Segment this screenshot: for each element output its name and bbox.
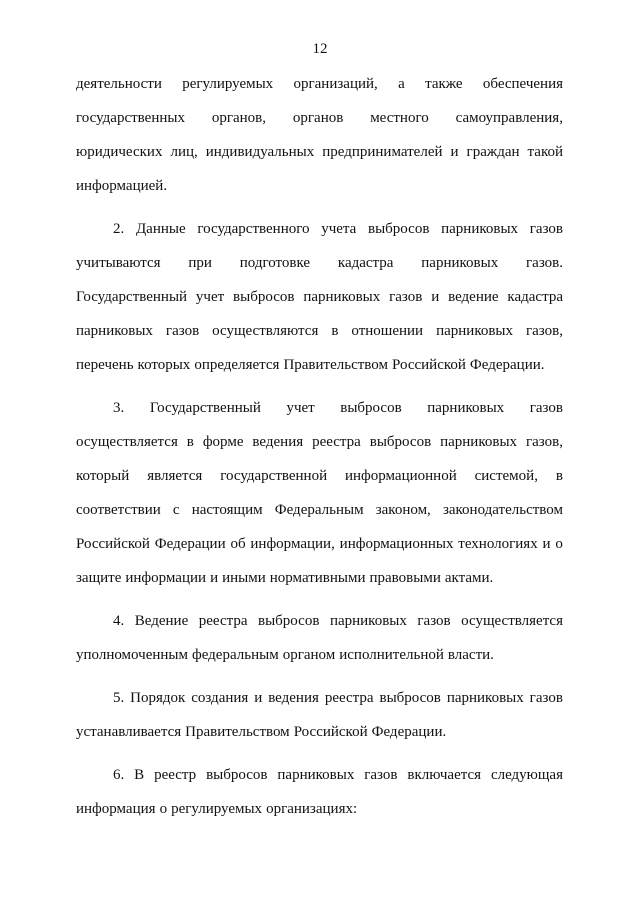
word: Российской <box>391 357 466 373</box>
word: реестра <box>312 434 361 450</box>
word: 4. <box>113 613 125 629</box>
word: при <box>188 255 212 271</box>
word: газов <box>389 289 423 305</box>
word: и <box>542 536 551 552</box>
word: газов. <box>526 255 563 271</box>
word: законом, <box>375 502 431 518</box>
paragraph <box>76 74 563 210</box>
word: нормативными <box>269 570 366 586</box>
word: в <box>555 468 563 484</box>
word: парниковых <box>421 255 499 271</box>
paragraph-line <box>76 722 563 756</box>
word: учет <box>195 289 225 305</box>
word: 6. <box>113 767 125 783</box>
word: реестра <box>198 613 248 629</box>
word: самоуправления, <box>455 110 563 126</box>
word: информационных <box>339 536 454 552</box>
paragraph <box>76 765 563 833</box>
word: газов <box>529 400 563 416</box>
word: парниковых <box>277 767 355 783</box>
word: органов <box>292 110 344 126</box>
word: предпринимателей <box>322 144 443 160</box>
word: об <box>230 536 246 552</box>
word: организациях: <box>266 801 358 817</box>
paragraph-line <box>76 534 563 568</box>
word: законодательством <box>442 502 563 518</box>
word: органов, <box>211 110 267 126</box>
word: реестр <box>154 767 197 783</box>
word: Федерации. <box>469 357 545 373</box>
paragraph <box>76 398 563 602</box>
document-body <box>76 74 563 833</box>
word: парниковых <box>427 400 505 416</box>
word: в <box>186 434 194 450</box>
word: информацией. <box>76 178 168 194</box>
word: соответствии <box>76 502 161 518</box>
word: учета <box>321 221 357 237</box>
word: иными <box>222 570 266 586</box>
word: и <box>431 289 440 305</box>
word: В <box>134 767 145 783</box>
word: перечень <box>76 357 134 373</box>
word: информации <box>125 570 207 586</box>
word: Государственный <box>76 289 188 305</box>
word: Российской <box>76 536 150 552</box>
word: организаций, <box>293 76 378 92</box>
word: газов, <box>525 434 563 450</box>
word: государственной <box>220 468 328 484</box>
paragraph <box>76 611 563 679</box>
word: Правительством <box>283 357 388 373</box>
word: настоящим <box>191 502 263 518</box>
word: защите <box>76 570 122 586</box>
paragraph-line <box>76 466 563 500</box>
word: парниковых <box>440 434 518 450</box>
paragraph-line <box>76 142 563 176</box>
word: Государственный <box>149 400 261 416</box>
word: 3. <box>113 400 125 416</box>
word: актами. <box>444 570 494 586</box>
word: создания <box>191 690 249 706</box>
word: правовыми <box>369 570 441 586</box>
word: газов <box>364 767 398 783</box>
word: газов <box>165 323 200 339</box>
word: 2. <box>113 221 125 237</box>
word: газов <box>529 690 563 706</box>
paragraph-line <box>76 355 563 389</box>
word: информации, <box>250 536 335 552</box>
word: уполномоченным <box>76 647 188 663</box>
word: выбросов <box>379 690 441 706</box>
word: включается <box>407 767 482 783</box>
word: и <box>450 144 459 160</box>
word: устанавливается <box>76 724 182 740</box>
paragraph-line <box>76 108 563 142</box>
paragraph-line <box>76 611 563 645</box>
word: осуществляются <box>212 323 319 339</box>
paragraph-line <box>76 219 563 253</box>
paragraph-line <box>76 799 563 833</box>
word: технологиях <box>458 536 538 552</box>
paragraph-line <box>76 398 563 432</box>
word: в <box>331 323 339 339</box>
paragraph-line <box>76 500 563 534</box>
word: выбросов <box>206 767 268 783</box>
word: информационной <box>345 468 457 484</box>
word: Российской <box>293 724 368 740</box>
word: местного <box>370 110 429 126</box>
word: ведения <box>252 434 304 450</box>
word: учитываются <box>76 255 161 271</box>
word: с <box>172 502 180 518</box>
word: о <box>555 536 563 552</box>
word: ведения <box>268 690 319 706</box>
paragraph-line <box>76 321 563 355</box>
word: выбросов <box>369 434 432 450</box>
word: а <box>398 76 405 92</box>
word: Федерации. <box>371 724 447 740</box>
paragraph <box>76 688 563 756</box>
word: индивидуальных <box>205 144 315 160</box>
word: такой <box>527 144 563 160</box>
word: также <box>425 76 463 92</box>
word: и <box>210 570 219 586</box>
word: выбросов <box>233 289 295 305</box>
word: 5. <box>113 690 125 706</box>
paragraph-line <box>76 176 563 210</box>
word: государственных <box>76 110 185 126</box>
word: является <box>147 468 203 484</box>
paragraph-line <box>76 568 563 602</box>
word: определяется <box>194 357 280 373</box>
word: Правительством <box>185 724 290 740</box>
word: информация <box>76 801 156 817</box>
word: Порядок <box>130 690 186 706</box>
word: форме <box>202 434 244 450</box>
paragraph-line <box>76 688 563 722</box>
word: парниковых <box>329 613 407 629</box>
word: парниковых <box>446 690 524 706</box>
word: газов <box>417 613 451 629</box>
word: который <box>76 468 130 484</box>
word: которых <box>137 357 191 373</box>
word: и <box>254 690 263 706</box>
word: ведение <box>448 289 499 305</box>
word: граждан <box>466 144 520 160</box>
word: газов <box>529 221 563 237</box>
word: регулируемых <box>182 76 274 92</box>
page-number: 12 <box>312 41 328 57</box>
word: подготовке <box>239 255 311 271</box>
word: регулируемых <box>171 801 263 817</box>
word: Ведение <box>134 613 189 629</box>
word: реестра <box>324 690 374 706</box>
word: государственного <box>197 221 310 237</box>
word: парниковых <box>441 221 519 237</box>
word: осуществляется <box>76 434 178 450</box>
word: Федеральным <box>274 502 364 518</box>
word: выбросов <box>258 613 320 629</box>
word: осуществляется <box>461 613 563 629</box>
paragraph-line <box>76 287 563 321</box>
word: Данные <box>135 221 186 237</box>
word: юридических <box>76 144 163 160</box>
paragraph-line <box>76 645 563 679</box>
paragraph-line <box>76 765 563 799</box>
word: органом <box>282 647 336 663</box>
word: лиц, <box>170 144 198 160</box>
word: кадастра <box>507 289 563 305</box>
word: газов, <box>526 323 563 339</box>
word: о <box>159 801 168 817</box>
word: деятельности <box>76 76 162 92</box>
word: Федерации <box>154 536 226 552</box>
paragraph-line <box>76 253 563 287</box>
paragraph-line <box>76 74 563 108</box>
word: выбросов <box>368 221 430 237</box>
word: обеспечения <box>482 76 563 92</box>
word: следующая <box>490 767 563 783</box>
word: исполнительной <box>339 647 444 663</box>
word: кадастра <box>337 255 394 271</box>
word: выбросов <box>340 400 402 416</box>
word: системой, <box>474 468 538 484</box>
word: парниковых <box>76 323 153 339</box>
word: федеральным <box>192 647 279 663</box>
word: власти. <box>447 647 494 663</box>
word: парниковых <box>436 323 514 339</box>
word: парниковых <box>303 289 381 305</box>
paragraph-line <box>76 432 563 466</box>
paragraph <box>76 219 563 389</box>
word: отношении <box>351 323 424 339</box>
word: учет <box>286 400 315 416</box>
